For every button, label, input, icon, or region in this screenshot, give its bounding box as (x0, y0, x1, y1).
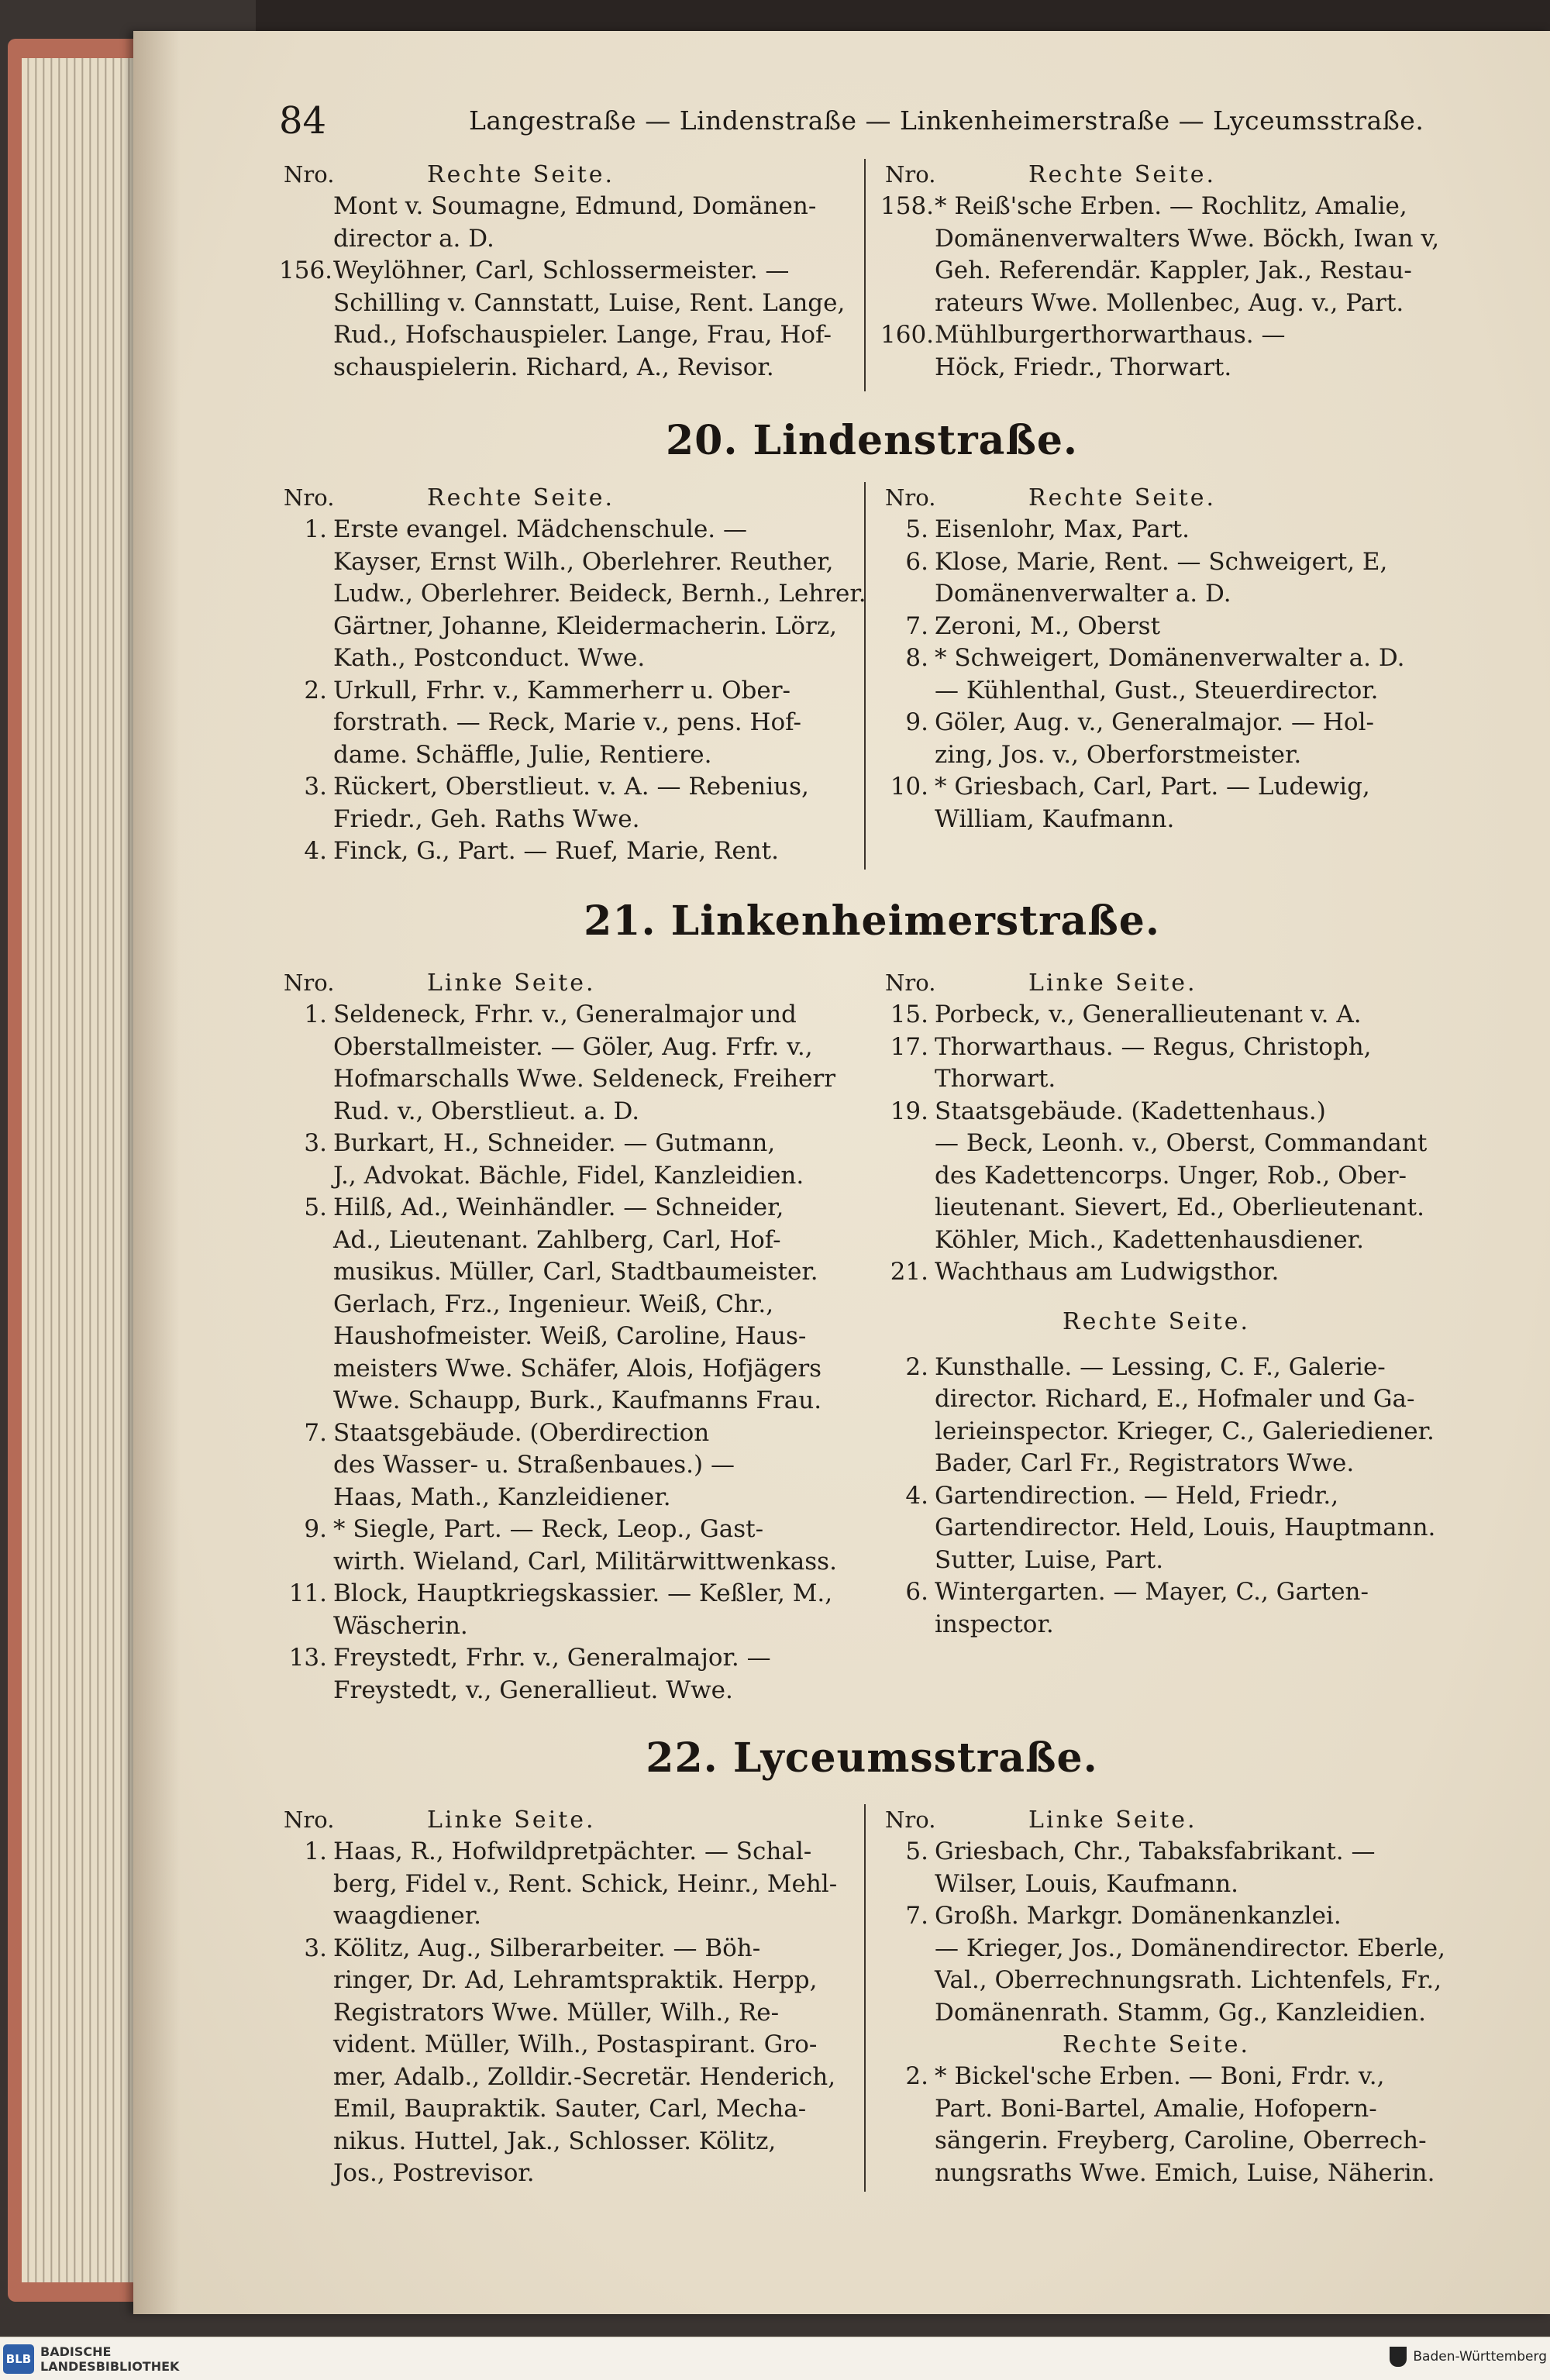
entry-text: Finck, G., Part. — Ruef, Marie, Rent. (333, 837, 779, 865)
directory-entry-line (880, 1448, 1466, 1480)
entry-text: Wwe. Schaupp, Burk., Kaufmanns Frau. (333, 1386, 822, 1414)
page-number: 84 (279, 99, 327, 143)
entry-text: Gerlach, Frz., Ingenieur. Weiß, Chr., (333, 1290, 774, 1318)
entry-text: zing, Jos. v., Oberforstmeister. (935, 740, 1302, 769)
directory-entry-line (880, 1836, 1466, 1869)
entry-text: Haushofmeister. Weiß, Caroline, Haus- (333, 1322, 807, 1350)
entry-text: Part. Boni-Bartel, Amalie, Hofopern- (935, 2094, 1377, 2123)
house-number: 3. (304, 1129, 327, 1157)
directory-entry-line (279, 1675, 868, 1707)
section-title-lindenstrasse: 20. Lindenstraße. (665, 417, 1079, 464)
house-number: 9. (304, 1515, 327, 1543)
directory-entry-line (279, 2093, 868, 2126)
directory-entry-line (880, 1063, 1466, 1096)
entry-text: Val., Oberrechnungsrath. Lichtenfels, Fr., (935, 1966, 1442, 1994)
house-number: 1. (304, 1001, 327, 1028)
entry-text: Thorwart. (935, 1065, 1056, 1093)
directory-entry-line (880, 1096, 1466, 1128)
directory-entry-line (279, 514, 868, 546)
column-header (279, 1804, 868, 1836)
entry-text: rateurs Wwe. Mollenbec, Aug. v., Part. (935, 288, 1404, 317)
directory-entry-line (279, 1385, 868, 1417)
entry-text: forstrath. — Reck, Marie v., pens. Hof- (333, 708, 802, 736)
library-name (40, 2344, 179, 2374)
side-label: Rechte Seite. (1028, 161, 1217, 188)
entry-text: des Kadettencorps. Unger, Rob., Ober- (935, 1161, 1407, 1190)
entry-text: Ludw., Oberlehrer. Beideck, Bernh., Lehrer. (333, 580, 866, 608)
directory-entry-line (279, 771, 868, 804)
directory-entry-line (880, 1224, 1466, 1257)
entry-text: Thorwarthaus. — Regus, Christoph, (935, 1032, 1372, 1061)
entry-text: Zeroni, M., Oberst (935, 611, 1161, 640)
house-number: 2. (304, 676, 327, 704)
nro-label: Nro. (885, 161, 936, 188)
house-number: 4. (304, 837, 327, 865)
house-number: 160. (880, 321, 935, 349)
entry-text: nikus. Huttel, Jak., Schlosser. Kölitz, (333, 2127, 777, 2155)
directory-entry-line (279, 1869, 868, 1901)
entry-text: Kölitz, Aug., Silberarbeiter. — Böh- (333, 1934, 761, 1962)
entry-text: Domänenrath. Stamm, Gg., Kanzleidien. (935, 1998, 1426, 2027)
house-number: 2. (905, 2062, 928, 2090)
nro-label: Nro. (284, 970, 335, 996)
lyceumsstrasse-right-column (880, 1804, 1466, 2189)
entry-text: waagdiener. (333, 1902, 482, 1930)
directory-entry-line (880, 1480, 1466, 1513)
directory-entry-line (279, 1578, 868, 1610)
entry-text: Gärtner, Johanne, Kleidermacherin. Lörz, (333, 611, 838, 640)
directory-entry-line (880, 1512, 1466, 1545)
page-header-title: Langestraße — Lindenstraße — Linkenheimerstraße — Lyceumsstraße. (469, 105, 1424, 136)
house-number: 5. (905, 1838, 928, 1865)
house-number: 15. (890, 1001, 928, 1028)
directory-entry-line (880, 611, 1466, 643)
entry-text: Rückert, Oberstlieut. v. A. — Rebenius, (333, 773, 809, 801)
linkenheimerstrasse-right-column (880, 967, 1466, 1641)
entry-text: Gartendirector. Held, Louis, Hauptmann. (935, 1514, 1436, 1541)
entry-text: Kayser, Ernst Wilh., Oberlehrer. Reuther, (333, 547, 834, 576)
entry-text: musikus. Müller, Carl, Stadtbaumeister. (333, 1258, 818, 1286)
directory-entry-line (279, 1032, 868, 1064)
entry-text: lieutenant. Sievert, Ed., Oberlieutenant. (935, 1193, 1424, 1221)
entry-text: des Wasser- u. Straßenbaues.) — (333, 1451, 735, 1479)
directory-entry-line (279, 611, 868, 643)
house-number: 6. (905, 547, 928, 576)
entry-text: Staatsgebäude. (Oberdirection (333, 1418, 710, 1447)
lindenstrasse-right-column (880, 482, 1466, 835)
directory-entry-line (880, 319, 1466, 352)
entry-text: Bader, Carl Fr., Registrators Wwe. (935, 1449, 1355, 1477)
house-number: 5. (304, 1193, 327, 1221)
entry-text: William, Kaufmann. (935, 804, 1175, 833)
entry-text: * Reiß'sche Erben. — Rochlitz, Amalie, (935, 192, 1407, 220)
entry-text: Wintergarten. — Mayer, C., Garten- (935, 1578, 1369, 1606)
directory-entry-line (880, 2158, 1466, 2190)
column-header (880, 482, 1466, 514)
nro-label: Nro. (885, 484, 936, 511)
section-title-lyceumsstrasse: 22. Lyceumsstraße. (646, 1734, 1098, 1782)
directory-entry-line (880, 1416, 1466, 1448)
directory-entry-line (279, 642, 868, 675)
directory-entry-line (880, 578, 1466, 611)
directory-entry-line (880, 999, 1466, 1032)
directory-entry-line (279, 675, 868, 708)
entry-text: Griesbach, Chr., Tabaksfabrikant. — (935, 1838, 1376, 1865)
house-number: 19. (890, 1097, 928, 1125)
nro-label: Nro. (284, 484, 335, 511)
entry-text: Freystedt, Frhr. v., Generalmajor. — (333, 1644, 771, 1672)
house-number: 156. (279, 257, 333, 284)
nro-label: Nro. (284, 1807, 335, 1833)
directory-entry-line (880, 642, 1466, 675)
directory-entry-line (880, 739, 1466, 772)
nro-label: Nro. (284, 161, 335, 188)
entry-text: dame. Schäffle, Julie, Rentiere. (333, 740, 712, 769)
house-number: 5. (905, 515, 928, 543)
entry-text: Hofmarschalls Wwe. Seldeneck, Freiherr (333, 1065, 836, 1093)
house-number: 7. (304, 1418, 327, 1447)
entry-text: meisters Wwe. Schäfer, Alois, Hofjägers (333, 1354, 822, 1383)
directory-entry-line (279, 1482, 868, 1514)
langestrasse-right-column (880, 159, 1466, 384)
directory-entry-line (880, 1160, 1466, 1193)
side-label: Linke Seite. (427, 970, 596, 997)
entry-text: Oberstallmeister. — Göler, Aug. Frfr. v., (333, 1032, 813, 1061)
column-header (880, 967, 1466, 999)
entry-text: berg, Fidel v., Rent. Schick, Heinr., Mehl- (333, 1869, 838, 1898)
side-label: Rechte Seite. (427, 484, 615, 511)
house-number: 1. (304, 1838, 327, 1865)
directory-entry-line (880, 1576, 1466, 1609)
entry-text: Domänenverwalters Wwe. Böckh, Iwan v, (935, 224, 1440, 253)
entry-text: Porbeck, v., Generallieutenant v. A. (935, 1001, 1362, 1028)
entry-text: wirth. Wieland, Carl, Militärwittwenkass. (333, 1547, 837, 1576)
entry-text: Wachthaus am Ludwigsthor. (935, 1258, 1280, 1286)
house-number: 7. (905, 611, 928, 640)
entry-text: Weylöhner, Carl, Schlossermeister. — (333, 257, 790, 284)
entry-text: Rud. v., Oberstlieut. a. D. (333, 1097, 640, 1125)
entry-text: Hilß, Ad., Weinhändler. — Schneider, (333, 1193, 784, 1221)
column-header (880, 159, 1466, 191)
directory-entry-line (279, 1353, 868, 1386)
house-number: 4. (905, 1481, 928, 1510)
house-number: 8. (905, 644, 928, 672)
library-name-line2: LANDESBIBLIOTHEK (40, 2359, 180, 2374)
entry-text: Kunsthalle. — Lessing, C. F., Galerie- (935, 1352, 1386, 1381)
blb-logo-icon: BLB (3, 2344, 34, 2374)
directory-entry-line (279, 1610, 868, 1643)
directory-entry-line (880, 1965, 1466, 1997)
entry-text: Gartendirection. — Held, Friedr., (935, 1481, 1339, 1510)
entry-text: Wilser, Louis, Kaufmann. (935, 1869, 1239, 1898)
directory-entry-line (279, 1836, 868, 1869)
house-number: 3. (304, 773, 327, 801)
directory-entry-line (279, 1514, 868, 1546)
entry-text: Ad., Lieutenant. Zahlberg, Carl, Hof- (333, 1225, 781, 1254)
entry-text: director. Richard, E., Hofmaler und Ga- (935, 1385, 1415, 1413)
directory-entry-line (880, 2061, 1466, 2093)
entry-text: Geh. Referendär. Kappler, Jak., Restau- (935, 257, 1412, 284)
directory-entry-line (880, 2125, 1466, 2158)
running-head (271, 91, 1465, 153)
directory-entry-line (279, 2029, 868, 2061)
column-header (279, 967, 868, 999)
house-number: 7. (905, 1902, 928, 1930)
directory-entry-line (880, 546, 1466, 579)
house-number: 10. (890, 773, 928, 801)
entry-text: mer, Adalb., Zolldir.-Secretär. Henderich, (333, 2062, 836, 2091)
directory-entry-line (279, 546, 868, 579)
side-label: Linke Seite. (1028, 1807, 1197, 1834)
house-number: 3. (304, 1934, 327, 1962)
state-name: Baden-Württemberg (1413, 2349, 1547, 2365)
entry-text: Friedr., Geh. Raths Wwe. (333, 804, 640, 833)
book-top-shadow (256, 0, 1550, 31)
directory-entry-line (880, 804, 1466, 836)
section-title-linkenheimerstrasse: 21. Linkenheimerstraße. (584, 897, 1160, 945)
directory-entry-line (880, 1545, 1466, 1577)
directory-entry-line (279, 1546, 868, 1579)
entry-text: Haas, Math., Kanzleidiener. (333, 1483, 671, 1511)
crest-icon (1390, 2347, 1407, 2367)
directory-entry-line (880, 1032, 1466, 1064)
directory-entry-line (279, 1192, 868, 1224)
entry-text: nungsraths Wwe. Emich, Luise, Näherin. (935, 2158, 1435, 2187)
house-number: 6. (905, 1578, 928, 1606)
directory-entry-line (279, 288, 868, 320)
entry-text: Domänenverwalter a. D. (935, 580, 1231, 608)
side-label: Linke Seite. (427, 1807, 596, 1834)
directory-entry-line (279, 1224, 868, 1257)
directory-entry-line (880, 1933, 1466, 1965)
directory-entry-line (880, 2093, 1466, 2126)
directory-entry-line (279, 1965, 868, 1997)
library-name-line1: BADISCHE (40, 2344, 112, 2359)
directory-entry-line (279, 1160, 868, 1193)
directory-entry-line (880, 1609, 1466, 1641)
directory-entry-line (279, 1449, 868, 1482)
directory-entry-line (880, 707, 1466, 739)
column-header (880, 1804, 1466, 1836)
entry-text: Schilling v. Cannstatt, Luise, Rent. Lange, (333, 288, 846, 317)
directory-entry-line (880, 1352, 1466, 1384)
entry-text: Mont v. Soumagne, Edmund, Domänen- (333, 192, 817, 220)
entry-text: lerieinspector. Krieger, C., Galeriediener. (935, 1417, 1435, 1445)
directory-entry-line (880, 1383, 1466, 1416)
entry-text: vident. Müller, Wilh., Postaspirant. Gro- (333, 2030, 818, 2058)
side-label: Linke Seite. (1028, 970, 1197, 997)
directory-entry-line (880, 288, 1466, 320)
directory-entry-line (279, 578, 868, 611)
entry-text: Göler, Aug. v., Generalmajor. — Hol- (935, 708, 1374, 736)
directory-entry-line (880, 1900, 1466, 1933)
directory-entry-line (279, 835, 868, 868)
directory-entry-line (279, 1063, 868, 1096)
side-label: Rechte Seite. (427, 161, 615, 188)
entry-text: * Siegle, Part. — Reck, Leop., Gast- (333, 1515, 764, 1543)
house-number: 1. (304, 515, 327, 543)
lindenstrasse-left-column (279, 482, 868, 868)
entry-text: sängerin. Freyberg, Caroline, Oberrech- (935, 2127, 1427, 2154)
column-header (279, 482, 868, 514)
directory-entry-line (279, 1128, 868, 1160)
entry-text: Freystedt, v., Generallieut. Wwe. (333, 1676, 733, 1704)
entry-text: Höck, Friedr., Thorwart. (935, 353, 1232, 381)
house-number: 2. (905, 1352, 928, 1381)
directory-entry-line (279, 352, 868, 384)
entry-text: Registrators Wwe. Müller, Wilh., Re- (333, 1998, 780, 2027)
entry-text: * Griesbach, Carl, Part. — Ludewig, (935, 773, 1370, 801)
entry-text: * Bickel'sche Erben. — Boni, Frdr. v., (935, 2062, 1385, 2090)
entry-text: Klose, Marie, Rent. — Schweigert, E, (935, 547, 1388, 576)
entry-text: Kath., Postconduct. Wwe. (333, 644, 646, 672)
directory-entry-line (279, 2158, 868, 2190)
directory-entry-line (279, 1256, 868, 1289)
entry-text: — Kühlenthal, Gust., Steuerdirector. (935, 676, 1379, 704)
entry-text: Mühlburgerthorwarthaus. — (935, 321, 1286, 349)
directory-entry-line (880, 675, 1466, 708)
directory-entry-line (880, 191, 1466, 223)
directory-entry-line (880, 1192, 1466, 1224)
directory-entry-line (880, 514, 1466, 546)
entry-text: Emil, Baupraktik. Sauter, Carl, Mecha- (333, 2095, 807, 2123)
directory-entry-line (279, 255, 868, 288)
lyceumsstrasse-left-column (279, 1804, 868, 2190)
entry-text: J., Advokat. Bächle, Fidel, Kanzleidien. (333, 1161, 804, 1190)
linkenheimerstrasse-left-column (279, 967, 868, 1707)
directory-entry-line (880, 1256, 1466, 1289)
entry-text: schauspielerin. Richard, A., Revisor. (333, 353, 774, 381)
entry-text: Wäscherin. (333, 1611, 468, 1640)
directory-entry-line (279, 319, 868, 352)
house-number: 11. (288, 1579, 327, 1607)
directory-entry-line (880, 1128, 1466, 1160)
directory-entry-line (279, 1096, 868, 1128)
entry-text: Block, Hauptkriegskassier. — Keßler, M., (333, 1579, 833, 1607)
directory-entry-line (279, 1997, 868, 2030)
house-number: 158. (880, 192, 935, 220)
langestrasse-left-column (279, 159, 868, 384)
directory-entry-line (880, 771, 1466, 804)
directory-entry-line (279, 707, 868, 739)
side-label: Rechte Seite. (1063, 1307, 1251, 1335)
directory-entry-line (880, 1997, 1466, 2030)
house-number: 9. (905, 708, 928, 736)
entry-text: inspector. (935, 1610, 1054, 1638)
entry-text: Jos., Postrevisor. (333, 2159, 535, 2187)
entry-text: — Krieger, Jos., Domänendirector. Eberle, (935, 1934, 1445, 1962)
directory-entry-line (279, 1642, 868, 1675)
directory-entry-line (279, 1900, 868, 1933)
directory-entry-line (880, 223, 1466, 256)
entry-text: Eisenlohr, Max, Part. (935, 515, 1190, 543)
side-label: Rechte Seite. (1063, 2031, 1251, 2058)
directory-entry-line (279, 191, 868, 223)
nro-label: Nro. (885, 970, 936, 996)
directory-entry-line (279, 1417, 868, 1450)
entry-text: ringer, Dr. Ad, Lehramtspraktik. Herpp, (333, 1966, 818, 1994)
house-number: 17. (890, 1032, 928, 1061)
entry-text: Burkart, H., Schneider. — Gutmann, (333, 1129, 776, 1157)
entry-text: Großh. Markgr. Domänenkanzlei. (935, 1902, 1342, 1930)
directory-entry-line (279, 1933, 868, 1965)
nro-label: Nro. (885, 1807, 936, 1833)
directory-entry-line (279, 2061, 868, 2094)
side-label: Rechte Seite. (1028, 484, 1217, 511)
directory-entry-line (279, 739, 868, 772)
directory-entry-line (880, 255, 1466, 288)
directory-entry-line (279, 1321, 868, 1353)
directory-entry-line (279, 804, 868, 836)
directory-entry-line (279, 999, 868, 1032)
directory-entry-line (279, 2126, 868, 2158)
entry-text: Haas, R., Hofwildpretpächter. — Schal- (333, 1838, 812, 1865)
directory-entry-line (279, 1289, 868, 1321)
footer-bar (0, 2337, 1550, 2380)
entry-text: — Beck, Leonh. v., Oberst, Commandant (935, 1129, 1428, 1157)
directory-entry-line (880, 1869, 1466, 1901)
entry-text: director a. D. (333, 224, 494, 253)
entry-text: Staatsgebäude. (Kadettenhaus.) (935, 1097, 1326, 1125)
house-number: 21. (890, 1258, 928, 1286)
entry-text: Urkull, Frhr. v., Kammerherr u. Ober- (333, 676, 791, 704)
directory-entry-line (279, 223, 868, 256)
directory-entry-line (880, 352, 1466, 384)
entry-text: Rud., Hofschauspieler. Lange, Frau, Hof- (333, 321, 832, 349)
entry-text: Erste evangel. Mädchenschule. — (333, 515, 748, 543)
house-number: 13. (288, 1644, 327, 1672)
entry-text: * Schweigert, Domänenverwalter a. D. (935, 644, 1405, 672)
gutter-shadow (133, 31, 180, 2314)
entry-text: Köhler, Mich., Kadettenhausdiener. (935, 1225, 1364, 1254)
column-header (279, 159, 868, 191)
baden-wuerttemberg-logo (1390, 2347, 1547, 2367)
entry-text: Sutter, Luise, Part. (935, 1545, 1164, 1574)
entry-text: Seldeneck, Frhr. v., Generalmajor und (333, 1001, 797, 1028)
